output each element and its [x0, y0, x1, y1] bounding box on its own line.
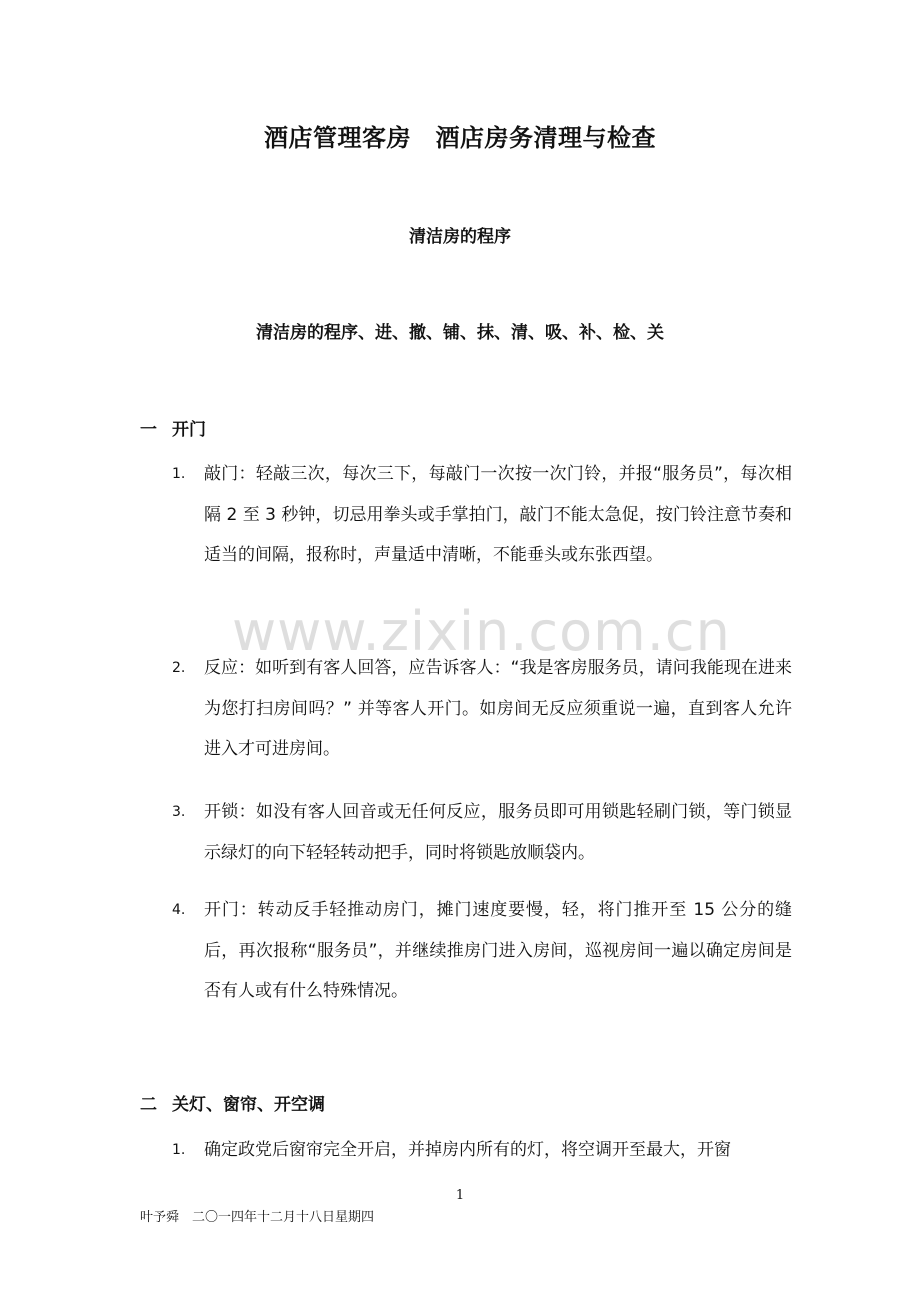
footer-author-date: 叶予舜 二〇一四年十二月十八日星期四	[140, 1210, 375, 1225]
list-item	[172, 454, 792, 576]
item-text: 开门：转动反手轻推动房门，摊门速度要慢，轻，将门推开至 15 公分的缝后，再次报称“服务员”，并继续推房门进入房间，巡视房间一遍以确定房间是否有人或有什么特殊情况。	[204, 900, 792, 1001]
section-number: 一	[140, 420, 157, 440]
item-number: 3.	[172, 804, 186, 820]
list-item	[172, 792, 792, 873]
section-heading-open-door	[140, 415, 206, 440]
page-number: 1	[455, 1188, 465, 1203]
section-title: 关灯、窗帘、开空调	[172, 1095, 325, 1115]
item-number: 2.	[172, 660, 186, 676]
item-text: 反应：如听到有客人回答，应告诉客人：“我是客房服务员，请问我能现在进来为您打扫房间吗？” 并等客人开门。如房间无反应须重说一遍，直到客人允许进入才可进房间。	[204, 658, 792, 759]
item-number: 1.	[172, 1142, 186, 1158]
item-number: 1.	[172, 466, 186, 482]
item-text: 确定政党后窗帘完全开启，并掉房内所有的灯，将空调开至最大，开窗	[204, 1140, 731, 1160]
steps-summary: 清洁房的程序、进、撤、铺、抹、清、吸、补、检、关	[256, 323, 664, 343]
list-item	[172, 648, 792, 770]
document-subtitle: 清洁房的程序	[409, 227, 511, 247]
item-number: 4.	[172, 902, 186, 918]
section-title: 开门	[172, 420, 206, 440]
section-heading-lights-curtains	[140, 1090, 325, 1115]
item-text: 敲门：轻敲三次，每次三下，每敲门一次按一次门铃，并报“服务员”，每次相隔 2 至 3 秒钟，切忌用拳头或手掌拍门，敲门不能太急促，按门铃注意节奏和适当的间隔，报称时，声量适中清晰，不能垂头或东张西望。	[204, 464, 792, 565]
section-number: 二	[140, 1095, 157, 1115]
list-item	[172, 1130, 792, 1171]
item-text: 开锁：如没有客人回音或无任何反应，服务员即可用锁匙轻刷门锁，等门锁显示绿灯的向下轻轻转动把手，同时将锁匙放顺袋内。	[204, 802, 792, 863]
list-item	[172, 890, 792, 1012]
watermark: www.zixin.com.cn	[232, 600, 731, 663]
document-title: 酒店管理客房 酒店房务清理与检查	[264, 124, 656, 152]
